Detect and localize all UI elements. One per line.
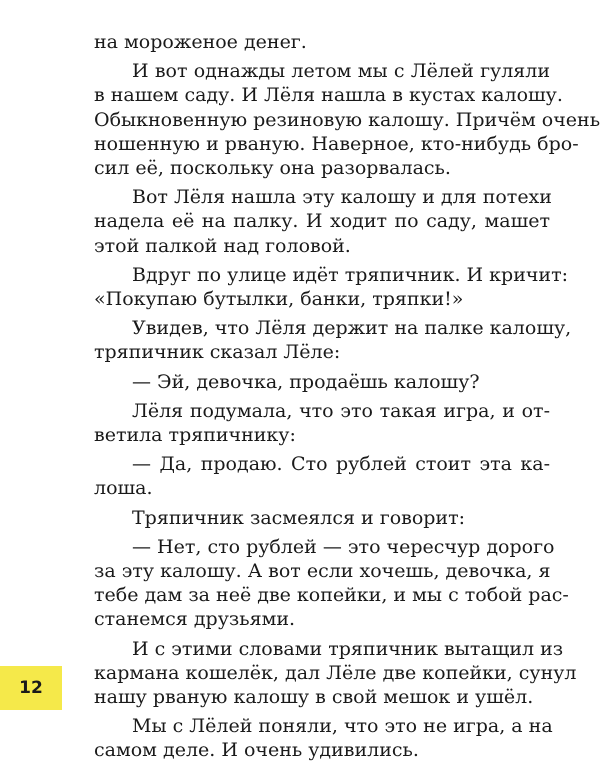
text-line: надела её на палку. И ходит по саду, машет — [94, 210, 550, 233]
text-line: лоша. — [94, 477, 153, 500]
text-line: ношенную и рваную. Наверное, кто-нибудь бро- — [94, 132, 579, 155]
text-line: — Нет, сто рублей — это чересчур дорого — [132, 535, 555, 558]
paragraph — [94, 30, 550, 54]
text-line: Мы с Лёлей поняли, что это не игра, а на — [132, 715, 553, 738]
text-line: тряпичник сказал Лёле: — [94, 341, 341, 364]
text-line: на мороженое денег. — [94, 31, 307, 53]
text-line: Вот Лёля нашла эту калошу и для потехи — [132, 186, 552, 209]
text-line: Лёля подумала, что это такая игра, и от- — [132, 399, 550, 422]
text-line: самом деле. И очень удивились. — [94, 739, 419, 762]
text-line: ветила тряпичнику: — [94, 424, 296, 447]
text-line: И вот однажды летом мы с Лёлей гуляли — [132, 60, 550, 83]
text-line: за эту калошу. А вот если хочешь, девочка, я — [94, 560, 551, 583]
text-line: Обыкновенную резиновую калошу. Причём очень — [94, 108, 600, 131]
paragraph — [94, 185, 550, 258]
paragraph — [94, 637, 577, 710]
text-line: в нашем саду. И Лёля нашла в кустах калошу. — [94, 84, 563, 107]
text-line: «Покупаю бутылки, банки, тряпки!» — [94, 288, 464, 311]
paragraph — [94, 316, 572, 364]
page-number-badge — [0, 666, 62, 710]
paragraph — [94, 370, 550, 394]
text-line: станемся друзьями. — [94, 608, 296, 631]
paragraph — [94, 506, 550, 530]
text-line: кармана кошелёк, дал Лёле две копейки, сунул — [94, 661, 577, 684]
paragraph — [94, 59, 600, 180]
paragraph — [94, 535, 569, 632]
story-text — [94, 30, 600, 768]
text-line: Вдруг по улице идёт тряпичник. И кричит: — [132, 263, 568, 286]
text-line: Увидев, что Лёля держит на палке калошу, — [132, 317, 572, 340]
paragraph — [94, 263, 568, 311]
text-line: нашу рваную калошу в свой мешок и ушёл. — [94, 686, 534, 709]
text-line: сил её, поскольку она разорвалась. — [94, 157, 451, 180]
paragraph — [94, 714, 553, 762]
text-line: И с этими словами тряпичник вытащил из — [132, 637, 564, 660]
text-line: — Да, продаю. Сто рублей стоит эта ка- — [132, 453, 550, 476]
text-line: этой палкой над головой. — [94, 234, 351, 257]
paragraph — [94, 452, 550, 500]
paragraph — [94, 399, 550, 447]
page-number: 12 — [19, 678, 43, 698]
text-line: Тряпичник засмеялся и говорит: — [132, 506, 466, 529]
text-line: — Эй, девочка, продаёшь калошу? — [132, 370, 480, 393]
text-line: тебе дам за неё две копейки, и мы с тобой рас- — [94, 584, 569, 607]
